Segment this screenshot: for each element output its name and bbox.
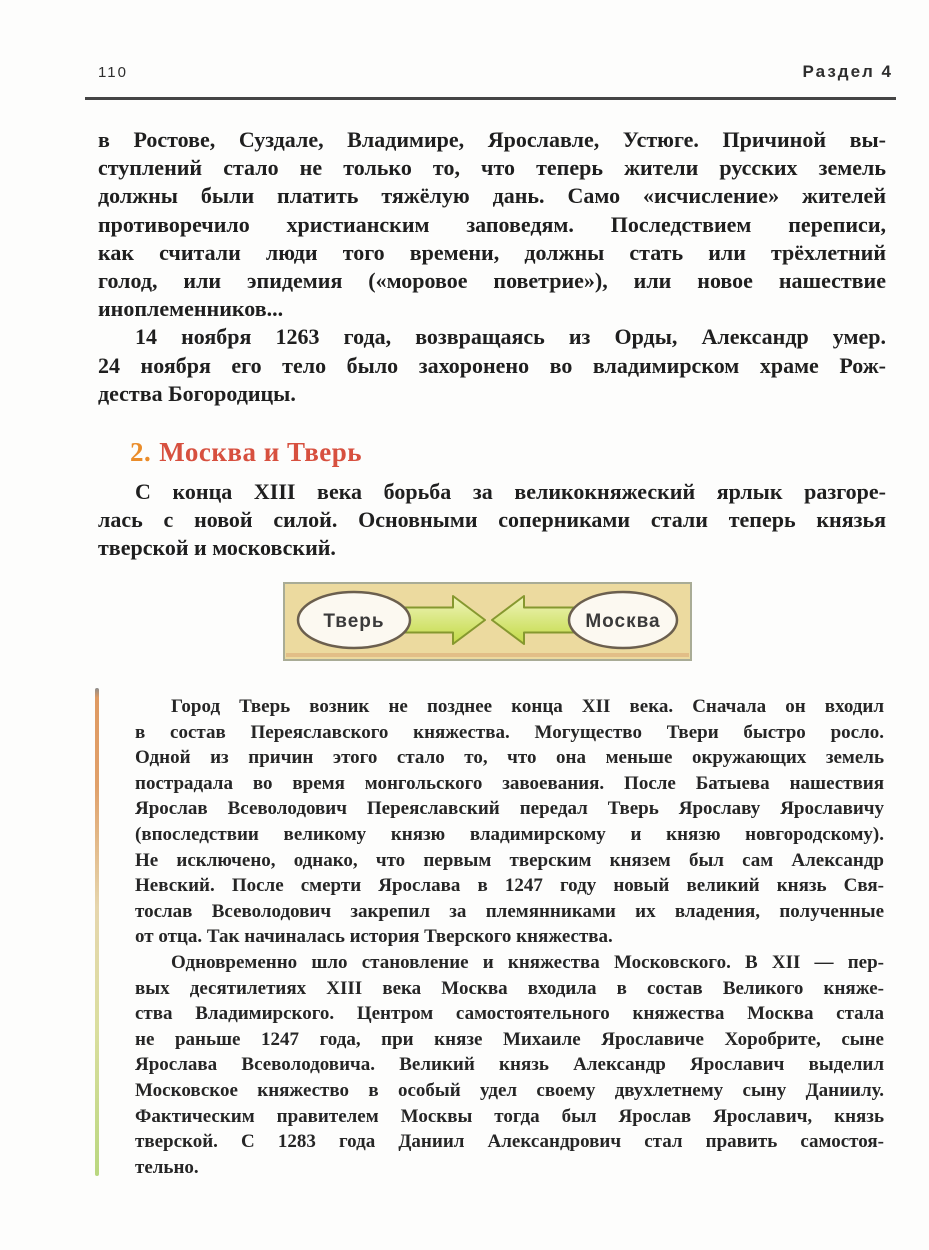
text-line: иноплеменников... <box>98 296 284 322</box>
reading-block <box>135 694 884 1180</box>
text-line: Ярослава Всеволодовича. Великий князь Александр Ярославич выделил <box>135 1054 884 1076</box>
section-heading <box>130 437 362 468</box>
text-line: ступлений стало не только то, что теперь жители русских земель <box>98 155 886 181</box>
text-line: С конца XIII века борьба за великокняжеский ярлык разгоре- <box>135 479 886 504</box>
text-line: Фактическим правителем Москвы тогда был Ярослав Ярославич, князь <box>135 1105 884 1127</box>
text-line: пострадала во время монгольского завоевания. После Батыева нашествия <box>135 772 884 794</box>
text-line: от отца. Так начиналась история Тверского княжества. <box>135 926 613 948</box>
text-line: Невский. После смерти Ярослава в 1247 году новый великий князь Свя- <box>135 875 884 897</box>
text-line: вых десятилетиях XIII века Москва входила в состав Великого княже- <box>135 977 884 999</box>
text-line: должны были платить тяжёлую дань. Само «исчисление» жителей <box>98 183 886 209</box>
text-line: Не исключено, однако, что первым тверским князем был сам Александр <box>135 849 884 871</box>
text-line: Одновременно шло становление и княжества Московского. В XII — пер- <box>171 951 884 973</box>
text-line: тверской. С 1283 года Даниил Александрович стал править самостоя- <box>135 1131 884 1153</box>
text-line: как считали люди того времени, должны стать или трёхлетний <box>98 239 886 265</box>
text-line: Одной из причин этого стало то, что она меньше окружающих земель <box>135 747 884 769</box>
header-rule <box>85 97 896 100</box>
text-line: голод, или эпидемия («моровое поветрие»), или новое нашествие <box>98 268 886 294</box>
running-head <box>98 62 893 82</box>
text-line: в Ростове, Суздале, Владимире, Ярославле, Устюге. Причиной вы- <box>98 127 886 152</box>
text-line: тверской и московский. <box>98 535 336 561</box>
paragraph-rivalry <box>98 478 886 563</box>
main-text-group <box>98 126 886 408</box>
reading-paragraph-moscow <box>135 950 884 1180</box>
tver-label: Тверь <box>323 611 385 632</box>
section-heading-number: 2. <box>130 437 152 467</box>
text-line: дества Богородицы. <box>98 380 296 406</box>
text-line: не раньше 1247 года, при князе Михаиле Ярославиче Хоробрите, сыне <box>135 1028 884 1050</box>
text-line: 14 ноября 1263 года, возвращаясь из Орды, Александр умер. <box>135 324 886 350</box>
text-line: Ярослав Всеволодович Переяславский передал Тверь Ярославу Ярославичу <box>135 798 884 820</box>
section-heading-title: Москва и Тверь <box>159 437 363 467</box>
text-line: Город Тверь возник не позднее конца XII века. Сначала он входил <box>171 696 884 717</box>
reading-paragraph-tver <box>135 694 884 950</box>
tver-moscow-diagram <box>283 582 692 661</box>
paragraph-census <box>98 126 886 323</box>
text-line: лась с новой силой. Основными соперниками стали теперь князья <box>98 507 886 533</box>
reading-block-accent-line <box>95 688 99 1176</box>
text-line: противоречило христианским заповедям. Последствием переписи, <box>98 211 886 237</box>
section-label: Раздел 4 <box>802 62 893 81</box>
paragraph-alexander-death <box>98 323 886 408</box>
text-line: тельно. <box>135 1156 199 1178</box>
text-line: Московское княжество в особый удел своему двухлетнему сыну Даниилу. <box>135 1079 884 1101</box>
diagram-canvas <box>283 582 692 661</box>
page-number: 110 <box>98 64 128 81</box>
diagram-frame-shadow <box>286 653 689 657</box>
text-line: 24 ноября его тело было захоронено во владимирском храме Рож- <box>98 352 886 378</box>
text-line: ства Владимирского. Центром самостоятельного княжества Москва стала <box>135 1003 884 1025</box>
text-line: в состав Переяславского княжества. Могущество Твери быстро росло. <box>135 721 884 743</box>
moscow-label: Москва <box>585 611 661 632</box>
text-line: (впоследствии великому князю владимирскому и князю новгородскому). <box>135 823 884 845</box>
text-line: тослав Всеволодович закрепил за племянниками их владения, полученные <box>135 900 884 922</box>
